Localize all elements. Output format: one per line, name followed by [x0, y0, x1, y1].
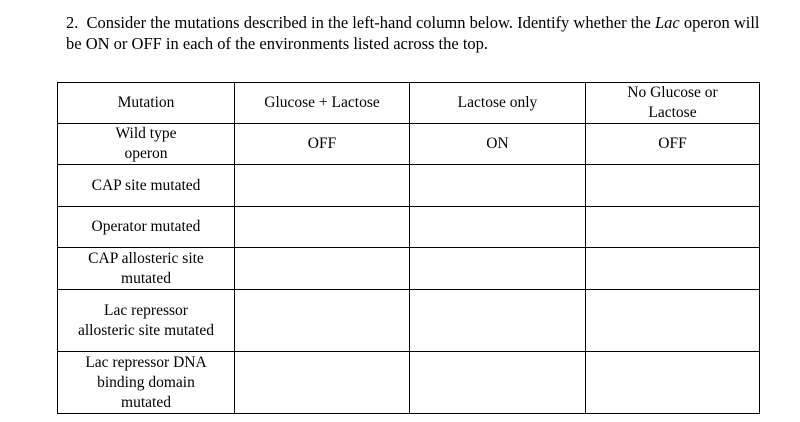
question-text-italic: Lac — [655, 13, 680, 32]
answer-cell[interactable] — [586, 290, 760, 352]
header-lactose-only: Lactose only — [410, 83, 586, 124]
answer-cell[interactable] — [410, 248, 586, 290]
table-row — [58, 165, 760, 207]
table-header-row — [58, 83, 760, 124]
header-no-glucose-lactose: No Glucose or Lactose — [586, 83, 760, 124]
answer-cell[interactable] — [235, 290, 410, 352]
question-text-before: Consider the mutations described in the left-hand column below. Identify whether the — [86, 13, 655, 32]
row-label: Lac repressor allosteric site mutated — [58, 290, 235, 352]
row-label: Operator mutated — [58, 207, 235, 248]
question-number: 2. — [66, 13, 79, 32]
row-label: CAP site mutated — [58, 165, 235, 207]
answer-cell[interactable] — [235, 248, 410, 290]
table-row — [58, 248, 760, 290]
table-row — [58, 207, 760, 248]
row-label: Wild type operon — [58, 124, 235, 165]
answer-cell[interactable] — [410, 352, 586, 414]
row-label: CAP allosteric site mutated — [58, 248, 235, 290]
question-text — [66, 12, 766, 54]
header-glucose-lactose: Glucose + Lactose — [235, 83, 410, 124]
answer-cell[interactable] — [235, 165, 410, 207]
row-label: Lac repressor DNA binding domain mutated — [58, 352, 235, 414]
answer-cell[interactable] — [586, 248, 760, 290]
answer-cell[interactable]: ON — [410, 124, 586, 165]
header-mutation: Mutation — [58, 83, 235, 124]
answer-cell[interactable] — [410, 207, 586, 248]
answer-cell[interactable]: OFF — [586, 124, 760, 165]
answer-cell[interactable]: OFF — [235, 124, 410, 165]
answer-cell[interactable] — [586, 352, 760, 414]
answer-cell[interactable] — [410, 165, 586, 207]
answer-cell[interactable] — [235, 352, 410, 414]
answer-cell[interactable] — [410, 290, 586, 352]
answer-cell[interactable] — [586, 165, 760, 207]
question-text-after: operon will be ON or OFF in each of the environments listed across the top. — [66, 13, 760, 53]
table-row — [58, 124, 760, 165]
table-row — [58, 352, 760, 414]
table-row — [58, 290, 760, 352]
answer-cell[interactable] — [235, 207, 410, 248]
mutation-table — [57, 82, 760, 414]
answer-cell[interactable] — [586, 207, 760, 248]
